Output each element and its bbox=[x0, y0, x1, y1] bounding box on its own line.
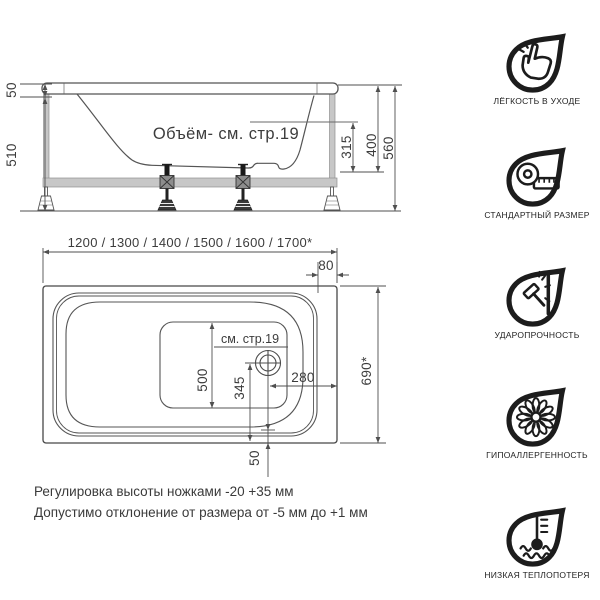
dim-drain-from-edge: 280 bbox=[291, 370, 315, 385]
dim-lengths: 1200 / 1300 / 1400 / 1500 / 1600 / 1700* bbox=[67, 235, 313, 250]
feature-label: СТАНДАРТНЫЙ РАЗМЕР bbox=[484, 210, 590, 220]
hand-click-icon bbox=[500, 21, 574, 95]
feature-standard-size bbox=[477, 135, 597, 220]
see-page-note: см. стр.19 bbox=[220, 332, 280, 346]
dim-bottom-length: 500 bbox=[195, 368, 210, 392]
footnote-size-tolerance: Допустимо отклонение от размера от -5 мм до +1 мм bbox=[34, 505, 368, 520]
dim-overall-height: 560 bbox=[381, 136, 396, 160]
feature-easy-care bbox=[477, 21, 597, 106]
feature-label: НИЗКАЯ ТЕПЛОПОТЕРЯ bbox=[484, 570, 590, 580]
feature-label: УДАРОПРОЧНОСТЬ bbox=[494, 330, 580, 340]
dim-drain-offset: 50 bbox=[247, 450, 262, 466]
hammer-impact-icon bbox=[500, 255, 574, 329]
thermometer-icon bbox=[500, 495, 574, 569]
corner-feet bbox=[38, 187, 340, 210]
feature-low-heat-loss bbox=[477, 495, 597, 580]
dim-width: 690* bbox=[359, 356, 374, 386]
footnotes bbox=[34, 481, 368, 523]
dim-edge-offset: 80 bbox=[318, 258, 334, 273]
feature-label: ГИПОАЛЛЕРГЕННОСТЬ bbox=[486, 450, 588, 460]
feature-label: ЛЁГКОСТЬ В УХОДЕ bbox=[493, 96, 581, 106]
dim-body-height: 510 bbox=[4, 143, 19, 167]
dim-drain-from-end: 345 bbox=[232, 376, 247, 400]
feature-impact-resistance bbox=[477, 255, 597, 340]
flower-icon bbox=[500, 375, 574, 449]
top-rim-edge bbox=[53, 293, 317, 436]
feature-column bbox=[477, 0, 597, 600]
dim-rim-height: 50 bbox=[4, 82, 19, 98]
top-view bbox=[43, 235, 386, 477]
dim-depth-total: 400 bbox=[364, 133, 379, 157]
side-rim bbox=[42, 83, 338, 94]
footnote-leg-adjustment: Регулировка высоты ножками -20 +35 мм bbox=[34, 484, 294, 499]
feature-hypoallergenic bbox=[477, 375, 597, 460]
side-view bbox=[4, 82, 402, 211]
top-outer-panel bbox=[43, 286, 337, 443]
tape-measure-icon bbox=[500, 135, 574, 209]
volume-note: Объём- см. стр.19 bbox=[152, 125, 300, 143]
dim-inner-depth: 315 bbox=[339, 135, 354, 159]
